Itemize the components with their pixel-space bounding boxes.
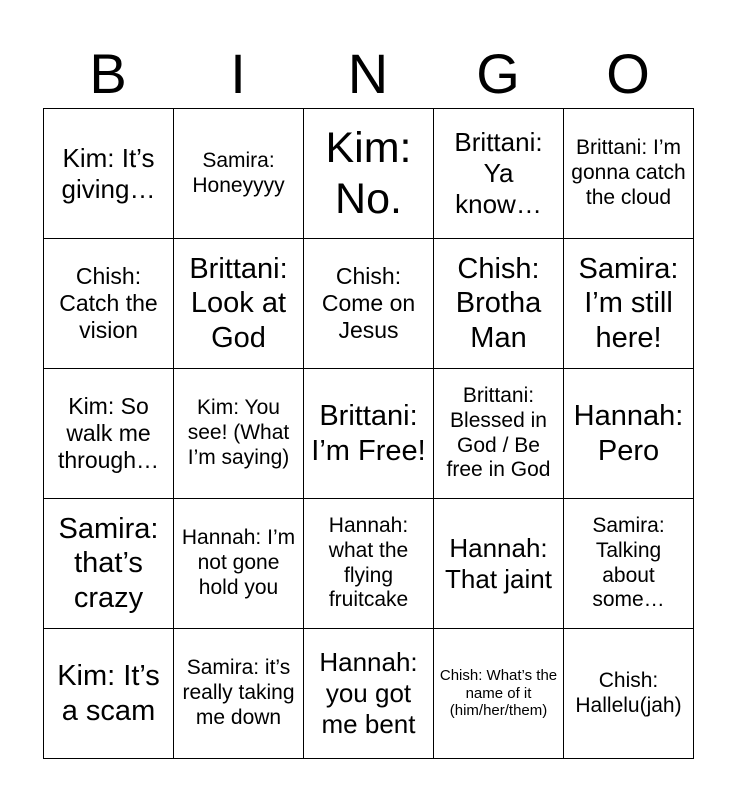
header-letter-n: N [347, 42, 389, 105]
bingo-cell[interactable]: Brittani: Look at God [174, 239, 304, 369]
bingo-cell[interactable]: Chish: Catch the vision [44, 239, 174, 369]
bingo-cell[interactable]: Kim: It’s a scam [44, 629, 174, 759]
bingo-cell[interactable]: Kim: So walk me through… [44, 369, 174, 499]
bingo-cell[interactable]: Hannah: you got me bent [304, 629, 434, 759]
bingo-cell[interactable]: Chish: Hallelu(jah) [564, 629, 694, 759]
header-letter-i: I [230, 42, 246, 105]
bingo-cell[interactable]: Samira: I’m still here! [564, 239, 694, 369]
grid-row [44, 499, 694, 629]
grid-row [44, 109, 694, 239]
bingo-cell[interactable]: Samira: Honeyyyy [174, 109, 304, 239]
bingo-cell[interactable]: Hannah: Pero [564, 369, 694, 499]
bingo-cell[interactable]: Samira: it’s really taking me down [174, 629, 304, 759]
bingo-cell[interactable]: Samira: Talking about some… [564, 499, 694, 629]
bingo-cell[interactable]: Chish: Come on Jesus [304, 239, 434, 369]
bingo-cell[interactable]: Samira: that’s crazy [44, 499, 174, 629]
bingo-grid [43, 108, 694, 759]
bingo-cell[interactable]: Hannah: I’m not gone hold you [174, 499, 304, 629]
grid-row [44, 629, 694, 759]
header-letter-b: B [89, 42, 127, 105]
header-letter-g: G [476, 42, 520, 105]
bingo-cell[interactable]: Chish: Brotha Man [434, 239, 564, 369]
header-letter-o: O [606, 42, 650, 105]
bingo-cell[interactable]: Brittani: I’m gonna catch the cloud [564, 109, 694, 239]
bingo-cell[interactable]: Chish: What’s the name of it (him/her/them) [434, 629, 564, 759]
grid-row [44, 239, 694, 369]
bingo-cell[interactable]: Hannah: That jaint [434, 499, 564, 629]
bingo-cell[interactable]: Kim: It’s giving… [44, 109, 174, 239]
bingo-cell[interactable]: Brittani: Ya know… [434, 109, 564, 239]
grid-row [44, 369, 694, 499]
bingo-cell[interactable]: Kim: No. [304, 109, 434, 239]
bingo-cell[interactable]: Kim: You see! (What I’m saying) [174, 369, 304, 499]
bingo-cell[interactable]: Hannah: what the flying fruitcake [304, 499, 434, 629]
bingo-cell[interactable]: Brittani: I’m Free! [304, 369, 434, 499]
bingo-header [43, 40, 693, 108]
bingo-cell[interactable]: Brittani: Blessed in God / Be free in God [434, 369, 564, 499]
